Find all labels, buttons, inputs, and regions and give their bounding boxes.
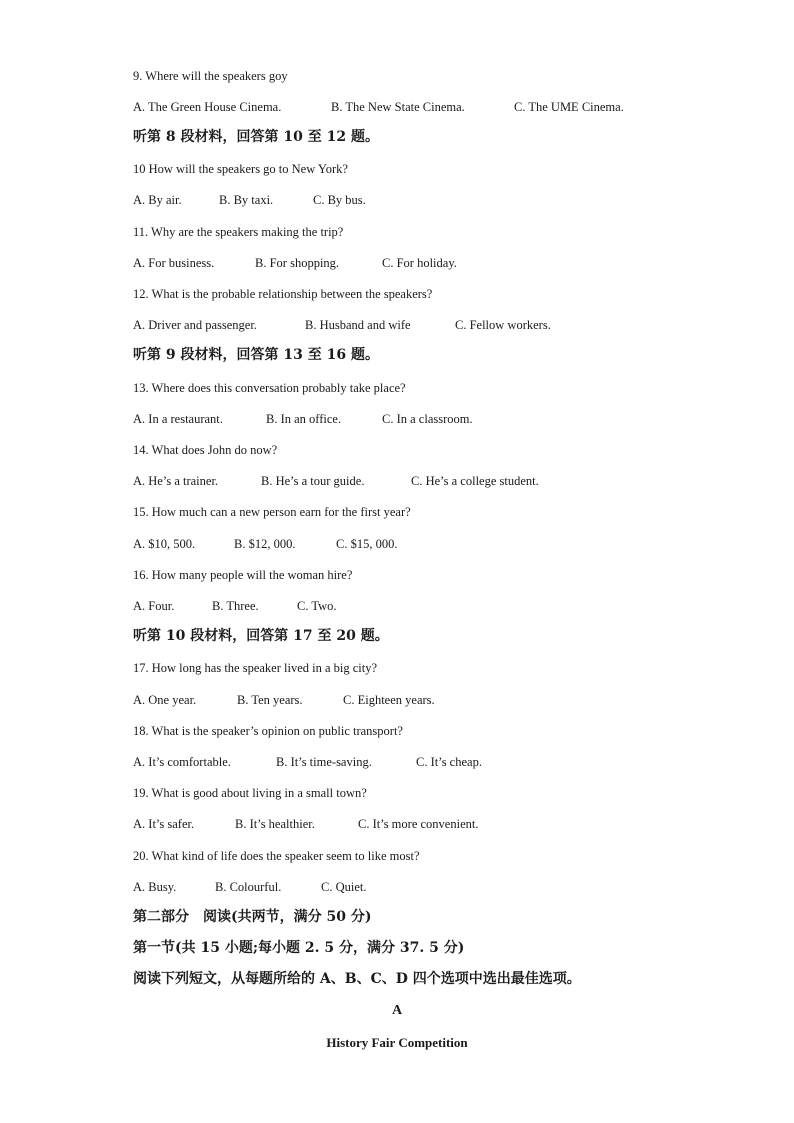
option-a: A. By air. (133, 193, 182, 207)
options-17 (133, 692, 435, 708)
option-a: A. Busy. (133, 880, 177, 894)
options-12 (133, 317, 551, 333)
option-a: A. It’s safer. (133, 817, 195, 831)
section-one-heading: 第一节(共 15 小题;每小题 2. 5 分，满分 37. 5 分) (133, 940, 465, 956)
option-c: C. In a classroom. (382, 412, 473, 426)
option-a: A. For business. (133, 256, 215, 270)
section-heading-9: 听第 9 段材料，回答第 13 至 16 题。 (133, 347, 379, 363)
option-c: C. By bus. (313, 193, 366, 207)
option-c: C. Eighteen years. (343, 693, 435, 707)
option-b: B. The New State Cinema. (331, 100, 465, 114)
option-c: C. Two. (297, 599, 337, 613)
question-16: 16. How many people will the woman hire? (133, 568, 353, 582)
option-a: A. One year. (133, 693, 197, 707)
option-c: C. It’s cheap. (416, 755, 482, 769)
option-a: A. He’s a trainer. (133, 474, 219, 488)
options-9 (133, 99, 624, 115)
question-18: 18. What is the speaker’s opinion on public transport? (133, 724, 403, 738)
option-c: C. Fellow workers. (455, 318, 551, 332)
option-c: C. For holiday. (382, 256, 457, 270)
option-a: A. $10, 500. (133, 537, 196, 551)
option-c: C. The UME Cinema. (514, 100, 624, 114)
option-a: A. Four. (133, 599, 175, 613)
option-a: A. In a restaurant. (133, 412, 223, 426)
question-11: 11. Why are the speakers making the trip? (133, 225, 344, 239)
options-20 (133, 879, 366, 895)
options-18 (133, 754, 482, 770)
instruction: 阅读下列短文，从每题所给的 A、B、C、D 四个选项中选出最佳选项。 (133, 971, 581, 987)
option-b: B. By taxi. (219, 193, 274, 207)
option-a: A. The Green House Cinema. (133, 100, 282, 114)
option-b: B. For shopping. (255, 256, 340, 270)
options-14 (133, 473, 539, 489)
option-b: B. In an office. (266, 412, 342, 426)
question-12: 12. What is the probable relationship between the speakers? (133, 287, 433, 301)
question-10: 10 How will the speakers go to New York? (133, 162, 348, 176)
options-19 (133, 816, 478, 832)
option-a: A. It’s comfortable. (133, 755, 231, 769)
question-13: 13. Where does this conversation probably take place? (133, 381, 406, 395)
option-c: C. Quiet. (321, 880, 367, 894)
option-b: B. It’s healthier. (235, 817, 315, 831)
question-14: 14. What does John do now? (133, 443, 278, 457)
question-9: 9. Where will the speakers goy (133, 69, 288, 83)
option-c: C. $15, 000. (336, 537, 398, 551)
options-11 (133, 255, 457, 271)
options-16 (133, 598, 337, 614)
option-b: B. $12, 000. (234, 537, 296, 551)
option-b: B. Three. (212, 599, 259, 613)
question-20: 20. What kind of life does the speaker seem to like most? (133, 849, 420, 863)
question-17: 17. How long has the speaker lived in a big city? (133, 661, 378, 675)
section-heading-8: 听第 8 段材料，回答第 10 至 12 题。 (133, 129, 379, 145)
passage-label: A (391, 1003, 403, 1018)
question-15: 15. How much can a new person earn for the first year? (133, 505, 411, 519)
option-b: B. He’s a tour guide. (261, 474, 365, 488)
option-b: B. It’s time-saving. (276, 755, 372, 769)
section-heading-10: 听第 10 段材料，回答第 17 至 20 题。 (133, 628, 389, 644)
option-b: B. Ten years. (237, 693, 303, 707)
passage-title: History Fair Competition (326, 1035, 468, 1050)
option-a: A. Driver and passenger. (133, 318, 257, 332)
part-two-heading: 第二部分 阅读(共两节，满分 50 分) (133, 909, 372, 925)
option-c: C. He’s a college student. (411, 474, 539, 488)
option-c: C. It’s more convenient. (358, 817, 479, 831)
option-b: B. Colourful. (215, 880, 282, 894)
options-15 (133, 536, 397, 552)
question-19: 19. What is good about living in a small town? (133, 786, 367, 800)
options-13 (133, 411, 473, 427)
options-10 (133, 192, 366, 208)
option-b: B. Husband and wife (305, 318, 411, 332)
